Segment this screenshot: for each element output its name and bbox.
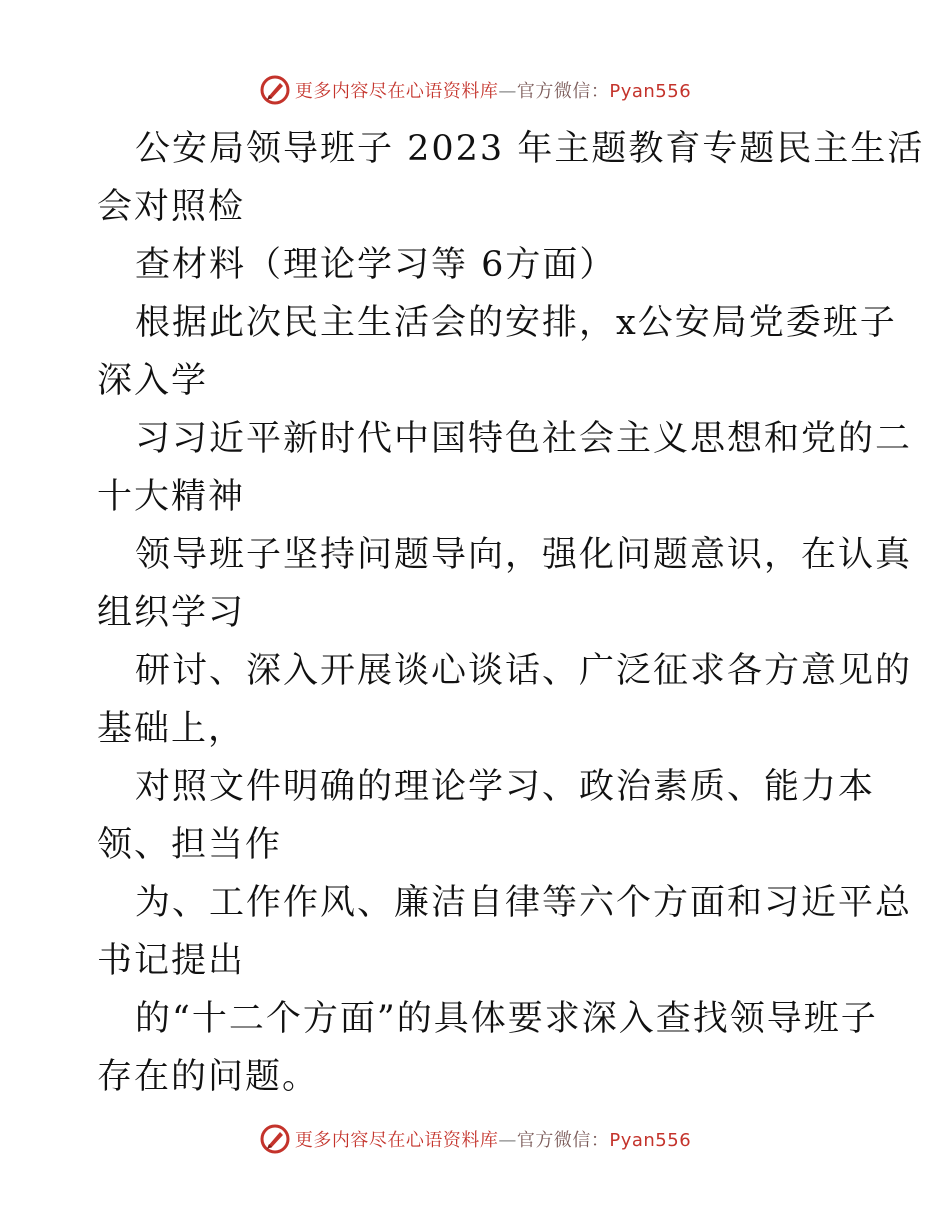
paragraph-line: [97, 294, 897, 410]
line-first: 为、工作作风、廉洁自律等六个方面和习近平总: [135, 883, 913, 923]
banner-wechat-label: 官方微信：: [516, 81, 610, 102]
banner-dash: —: [498, 1130, 517, 1151]
document-title-line: [97, 236, 857, 294]
banner-site-text: 更多内容尽在心语资料库: [294, 81, 499, 102]
paragraph-line: [97, 874, 913, 990]
banner-wechat-label: 官方微信：: [516, 1130, 610, 1151]
banner-account: Pyan556: [609, 81, 692, 102]
header-banner: [0, 70, 950, 110]
line-first: 研讨、深入开展谈心谈话、广泛征求各方意见的: [135, 651, 913, 691]
line-continuation: 十大精神: [97, 477, 246, 517]
line-continuation: 组织学习: [97, 593, 246, 633]
paragraph-line: [97, 642, 913, 758]
footer-banner-text: [295, 1126, 691, 1152]
line-continuation: 会对照检: [97, 187, 246, 227]
pen-seal-icon: [259, 1123, 291, 1155]
line-continuation: 书记提出: [97, 941, 246, 981]
banner-account: Pyan556: [609, 1130, 692, 1151]
document-title-line: [97, 120, 925, 236]
paragraph-line: [97, 758, 876, 874]
paragraph-line: [97, 410, 913, 526]
line-continuation: 基础上，: [97, 709, 246, 749]
line-first: 查材料（理论学习等 6方面）: [135, 245, 617, 285]
banner-site-text: 更多内容尽在心语资料库: [294, 1130, 499, 1151]
line-continuation: 领、担当作: [97, 825, 283, 865]
line-first: 根据此次民主生活会的安排，x公安局党委班子: [135, 303, 897, 343]
line-first: 习习近平新时代中国特色社会主义思想和党的二: [135, 419, 913, 459]
banner-dash: —: [498, 81, 517, 102]
line-continuation: 存在的问题。: [97, 1057, 320, 1097]
line-first: 公安局领导班子 2023 年主题教育专题民主生活: [135, 129, 925, 169]
line-first: 领导班子坚持问题导向，强化问题意识，在认真: [135, 535, 913, 575]
footer-banner: [0, 1119, 950, 1159]
document-body: [97, 120, 925, 1106]
header-banner-text: [295, 77, 691, 103]
paragraph-line: [97, 990, 878, 1106]
paragraph-line: [97, 526, 913, 642]
line-first: 对照文件明确的理论学习、政治素质、能力本: [135, 767, 876, 807]
pen-seal-icon: [259, 74, 291, 106]
line-first: 的“十二个方面”的具体要求深入查找领导班子: [135, 999, 878, 1039]
line-continuation: 深入学: [97, 361, 209, 401]
